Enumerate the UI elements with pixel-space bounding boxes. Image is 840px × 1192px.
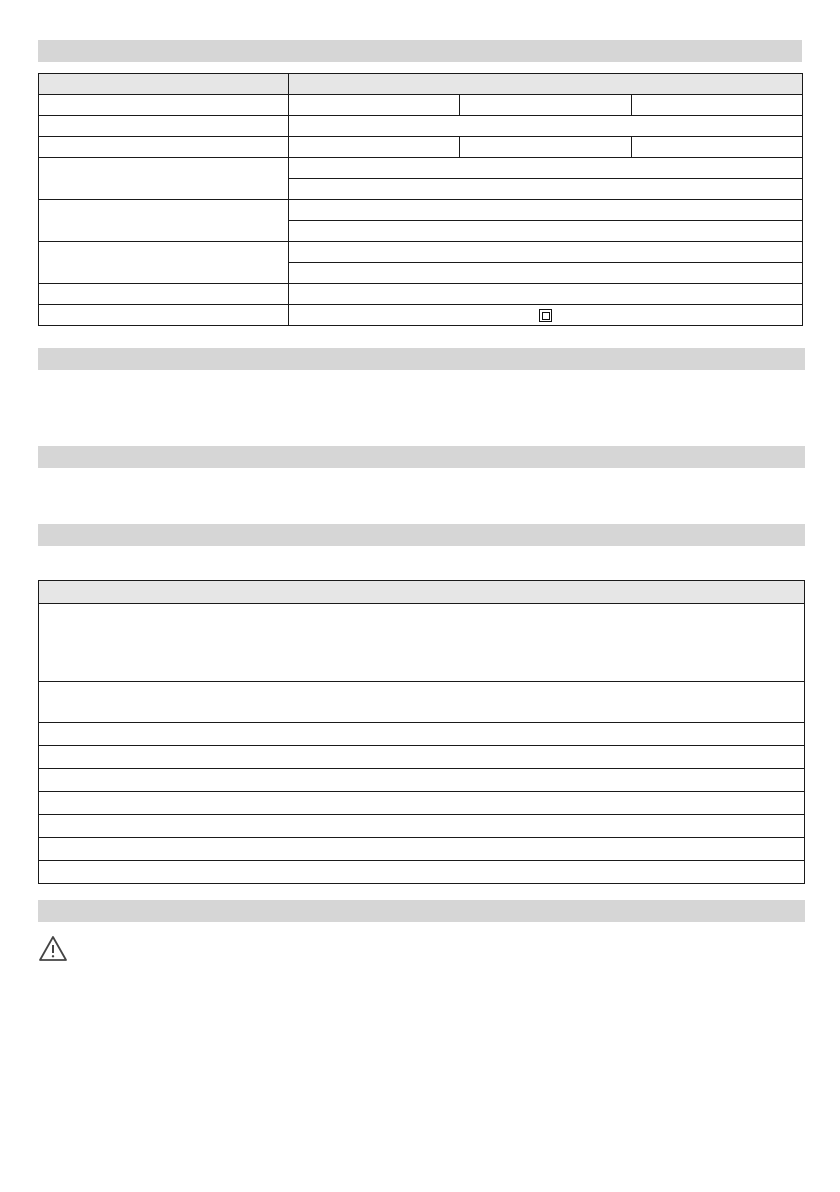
spec-label: [39, 116, 289, 137]
section-header-3: [38, 446, 805, 468]
table-row: [39, 137, 803, 158]
table-row: [39, 95, 803, 116]
info-header: [39, 581, 805, 604]
spec-value: [289, 242, 803, 263]
info-table: [38, 580, 805, 884]
spec-value: [289, 158, 803, 179]
table-row: [39, 792, 805, 815]
table-row: [39, 815, 805, 838]
spec-label: [39, 200, 289, 242]
spec-header-label: [39, 74, 289, 95]
spec-value: [289, 221, 803, 242]
spec-value: [289, 200, 803, 221]
spec-value: [632, 95, 803, 116]
section-header-technical-data: [38, 40, 802, 62]
section-header-4: [38, 524, 805, 546]
spec-table-header: [39, 74, 803, 95]
info-cell: [39, 861, 805, 884]
spec-label: [39, 95, 289, 116]
spec-label: [39, 137, 289, 158]
table-row: [39, 769, 805, 792]
info-table-header: [39, 581, 805, 604]
info-cell: [39, 604, 805, 682]
table-row: [39, 838, 805, 861]
spec-value: [289, 284, 803, 305]
spec-value-protection-class: [289, 305, 803, 326]
table-row: [39, 200, 803, 221]
spec-table: [38, 73, 803, 326]
spec-value: [289, 179, 803, 200]
info-cell: [39, 746, 805, 769]
warning-triangle-icon: [38, 935, 68, 962]
info-cell: [39, 815, 805, 838]
spec-header-value: [289, 74, 803, 95]
table-row: [39, 682, 805, 723]
table-row: [39, 158, 803, 179]
spec-value: [289, 263, 803, 284]
spec-value: [632, 137, 803, 158]
table-row: [39, 116, 803, 137]
spec-value: [460, 137, 632, 158]
spec-value: [289, 116, 803, 137]
table-row: [39, 723, 805, 746]
table-row: [39, 861, 805, 884]
info-cell: [39, 792, 805, 815]
spec-label: [39, 284, 289, 305]
protection-class-II-icon: [539, 309, 552, 322]
spec-value: [460, 95, 632, 116]
section-header-2: [38, 348, 805, 370]
info-cell: [39, 723, 805, 746]
table-row: [39, 746, 805, 769]
table-row: [39, 604, 805, 682]
spec-value: [289, 137, 460, 158]
table-row: [39, 284, 803, 305]
info-cell: [39, 769, 805, 792]
table-row: [39, 242, 803, 263]
info-cell: [39, 682, 805, 723]
spec-label: [39, 305, 289, 326]
section-header-5: [38, 900, 805, 922]
spec-label: [39, 242, 289, 284]
info-cell: [39, 838, 805, 861]
table-row: [39, 305, 803, 326]
spec-value: [289, 95, 460, 116]
spec-label: [39, 158, 289, 200]
